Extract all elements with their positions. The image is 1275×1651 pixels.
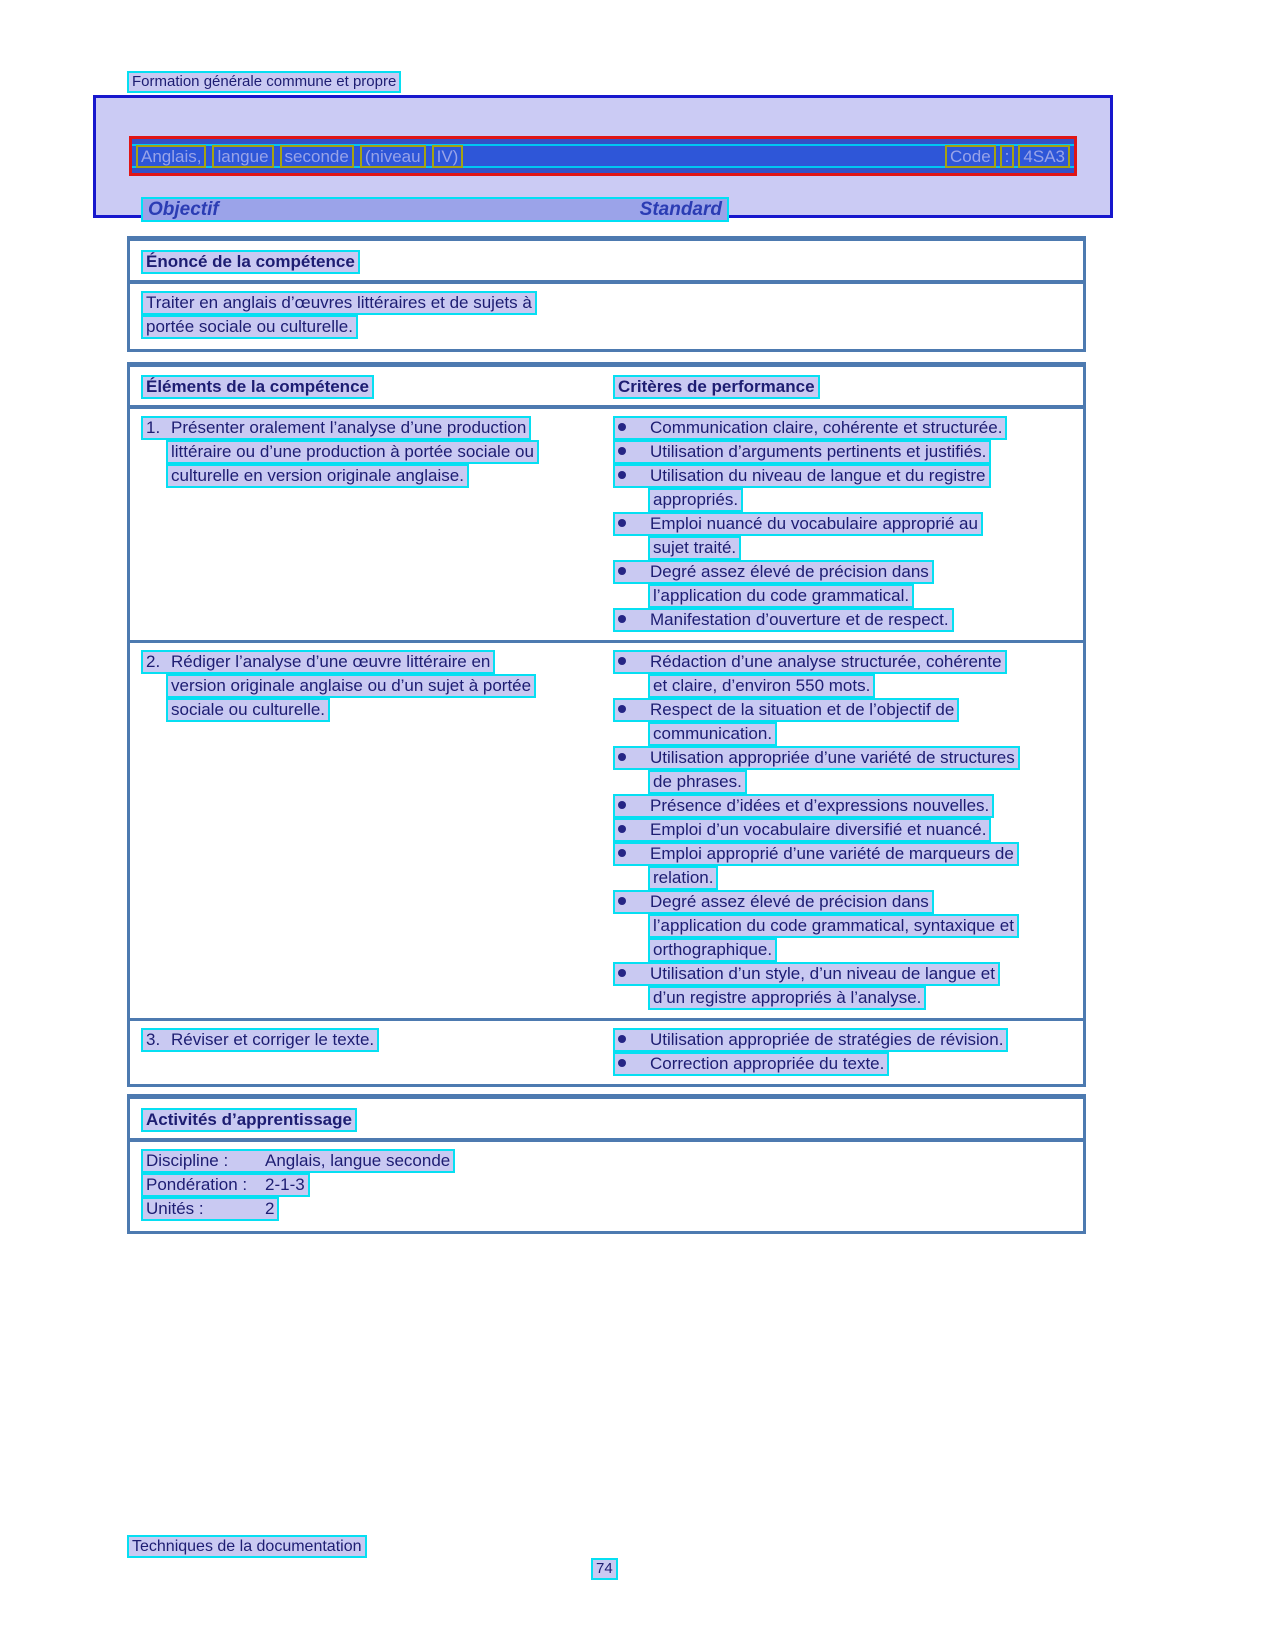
- element-line: [166, 440, 613, 464]
- criteria-line-text: Utilisation d’arguments pertinents et justifiés.: [613, 440, 991, 464]
- title-block: [93, 95, 1113, 218]
- criteria-line: [648, 866, 1077, 890]
- bullet-icon: [618, 423, 626, 431]
- criteria-line-text: sujet traité.: [648, 536, 741, 560]
- col1-header-cell: [130, 375, 613, 399]
- activite-label: Discipline :: [146, 1151, 229, 1170]
- criteria-cell: [613, 1028, 1083, 1076]
- criteria-line: [613, 746, 1077, 770]
- title-word: seconde: [280, 145, 354, 168]
- criteria-line: [648, 938, 1077, 962]
- activite-line: [141, 1173, 1083, 1197]
- title-word: (niveau: [360, 145, 426, 168]
- element-line-text: 3. Réviser et corriger le texte.: [141, 1028, 379, 1052]
- running-title-text: Formation générale commune et propre: [127, 71, 401, 93]
- criteria-line-text: Utilisation d’un style, d’un niveau de langue et: [613, 962, 1000, 986]
- element-cell: [130, 1028, 613, 1076]
- criteria-line-text: Degré assez élevé de précision dans: [613, 560, 934, 584]
- criteria-line: [613, 416, 1077, 440]
- bullet-icon: [618, 849, 626, 857]
- criteria-line-text: et claire, d’environ 550 mots.: [648, 674, 875, 698]
- criteria-line-text: Emploi approprié d’une variété de marqueurs de: [613, 842, 1019, 866]
- criteria-line-text: Degré assez élevé de précision dans: [613, 890, 934, 914]
- bullet-icon: [618, 705, 626, 713]
- criteria-line: [613, 818, 1077, 842]
- page-number-wrap: [591, 1558, 618, 1580]
- standard-label: Standard: [639, 198, 722, 220]
- activite-label: Pondération :: [146, 1175, 248, 1194]
- criteria-cell: [613, 416, 1083, 632]
- criteria-line-text: Utilisation du niveau de langue et du registre: [613, 464, 991, 488]
- criteria-line: [613, 512, 1077, 536]
- criteria-line-text: Présence d’idées et d’expressions nouvelles.: [613, 794, 994, 818]
- criteria-line-text: l’application du code grammatical, syntaxique et: [648, 914, 1019, 938]
- title-bar-strip: [132, 144, 1074, 168]
- element-line: [141, 1028, 613, 1052]
- element-line-text: littéraire ou d’une production à portée sociale ou: [166, 440, 539, 464]
- activites-rows: [130, 1142, 1083, 1231]
- col1-header: Éléments de la compétence: [141, 375, 374, 399]
- element-line: [141, 650, 613, 674]
- item-number: 2.: [146, 652, 161, 671]
- criteria-line-text: d’un registre appropriés à l’analyse.: [648, 986, 926, 1010]
- footer-label: Techniques de la documentation: [127, 1535, 367, 1558]
- title-word: IV): [432, 145, 464, 168]
- criteria-line: [613, 608, 1077, 632]
- enonce-box: [127, 236, 1086, 352]
- activites-title: Activités d’apprentissage: [141, 1108, 357, 1132]
- element-line: [141, 416, 613, 440]
- element-line: [166, 698, 613, 722]
- course-title-bar: [129, 136, 1077, 176]
- criteria-line: [648, 488, 1077, 512]
- criteria-line: [613, 650, 1077, 674]
- criteria-line: [648, 674, 1077, 698]
- bullet-icon: [618, 447, 626, 455]
- bullet-icon: [618, 1059, 626, 1067]
- element-line: [166, 674, 613, 698]
- objectif-standard-row: [141, 197, 729, 222]
- bullet-icon: [618, 753, 626, 761]
- enonce-line-text: Traiter en anglais d’œuvres littéraires et de sujets à: [141, 291, 537, 315]
- criteria-line: [613, 698, 1077, 722]
- criteria-line-text: Utilisation appropriée de stratégies de révision.: [613, 1028, 1008, 1052]
- running-title: [127, 71, 401, 93]
- criteria-line: [613, 794, 1077, 818]
- criteria-line-text: Correction appropriée du texte.: [613, 1052, 889, 1076]
- activite-line: [141, 1149, 1083, 1173]
- element-line-text: culturelle en version originale anglaise.: [166, 464, 469, 488]
- criteria-line: [648, 986, 1077, 1010]
- item-number: 3.: [146, 1030, 161, 1049]
- code-words: [945, 145, 1070, 168]
- criteria-line-text: Manifestation d’ouverture et de respect.: [613, 608, 954, 632]
- criteria-line-text: l’application du code grammatical.: [648, 584, 914, 608]
- element-line-text: version originale anglaise ou d’un sujet à portée: [166, 674, 536, 698]
- criteria-line-text: Communication claire, cohérente et structurée.: [613, 416, 1007, 440]
- element-line-text: sociale ou culturelle.: [166, 698, 330, 722]
- enonce-body: [130, 284, 1083, 349]
- criteria-line-text: Emploi d’un vocabulaire diversifié et nuancé.: [613, 818, 991, 842]
- criteria-line-text: Utilisation appropriée d’une variété de structures: [613, 746, 1020, 770]
- enonce-title: Énoncé de la compétence: [141, 250, 360, 274]
- activite-line-text: Unités : 2: [141, 1197, 279, 1221]
- activites-header-row: [130, 1099, 1083, 1142]
- title-word: langue: [212, 145, 273, 168]
- activite-line-text: Discipline : Anglais, langue seconde: [141, 1149, 455, 1173]
- criteria-line: [613, 464, 1077, 488]
- objectif-label: Objectif: [148, 198, 219, 220]
- criteria-line: [613, 842, 1077, 866]
- enonce-header-row: [130, 241, 1083, 284]
- bullet-icon: [618, 615, 626, 623]
- code-word: Code: [945, 145, 996, 168]
- criteria-line: [613, 1028, 1077, 1052]
- criteria-line: [613, 1052, 1077, 1076]
- footer-label-wrap: [127, 1535, 367, 1558]
- enonce-line: [141, 315, 1083, 339]
- competence-table: [127, 362, 1086, 1087]
- element-line-text: 2. Rédiger l’analyse d’une œuvre littéraire en: [141, 650, 495, 674]
- element-cell: [130, 416, 613, 632]
- criteria-line-text: relation.: [648, 866, 718, 890]
- table-row: [130, 640, 1083, 1018]
- title-word: Anglais,: [136, 145, 206, 168]
- activite-label: Unités :: [146, 1199, 204, 1218]
- criteria-line-text: Emploi nuancé du vocabulaire approprié au: [613, 512, 983, 536]
- criteria-line-text: appropriés.: [648, 488, 743, 512]
- table-row: [130, 1018, 1083, 1084]
- criteria-line-text: Respect de la situation et de l’objectif de: [613, 698, 959, 722]
- enonce-line-text: portée sociale ou culturelle.: [141, 315, 358, 339]
- code-word: :: [1000, 145, 1015, 168]
- element-line: [166, 464, 613, 488]
- table-row: [130, 409, 1083, 640]
- page-number: 74: [591, 1558, 618, 1580]
- criteria-line: [613, 440, 1077, 464]
- table-header-row: [130, 367, 1083, 409]
- criteria-line-text: Rédaction d’une analyse structurée, cohérente: [613, 650, 1007, 674]
- col2-header-cell: [613, 375, 1083, 399]
- table-rows: [130, 409, 1083, 1084]
- criteria-line: [648, 914, 1077, 938]
- activite-line: [141, 1197, 1083, 1221]
- enonce-line: [141, 291, 1083, 315]
- col2-header: Critères de performance: [613, 375, 820, 399]
- bullet-icon: [618, 519, 626, 527]
- bullet-icon: [618, 567, 626, 575]
- code-word: 4SA3: [1018, 145, 1070, 168]
- bullet-icon: [618, 1035, 626, 1043]
- criteria-line-text: communication.: [648, 722, 777, 746]
- criteria-cell: [613, 650, 1083, 1010]
- bullet-icon: [618, 897, 626, 905]
- title-words: [136, 145, 463, 168]
- criteria-line: [648, 722, 1077, 746]
- criteria-line-text: de phrases.: [648, 770, 747, 794]
- criteria-line: [648, 536, 1077, 560]
- criteria-line: [648, 770, 1077, 794]
- bullet-icon: [618, 657, 626, 665]
- criteria-line-text: orthographique.: [648, 938, 777, 962]
- bullet-icon: [618, 471, 626, 479]
- element-line-text: 1. Présenter oralement l’analyse d’une production: [141, 416, 531, 440]
- item-number: 1.: [146, 418, 161, 437]
- activite-line-text: Pondération : 2-1-3: [141, 1173, 310, 1197]
- bullet-icon: [618, 801, 626, 809]
- criteria-line: [613, 560, 1077, 584]
- bullet-icon: [618, 969, 626, 977]
- criteria-line: [613, 890, 1077, 914]
- activites-box: [127, 1094, 1086, 1234]
- bullet-icon: [618, 825, 626, 833]
- criteria-line: [648, 584, 1077, 608]
- criteria-line: [613, 962, 1077, 986]
- element-cell: [130, 650, 613, 1010]
